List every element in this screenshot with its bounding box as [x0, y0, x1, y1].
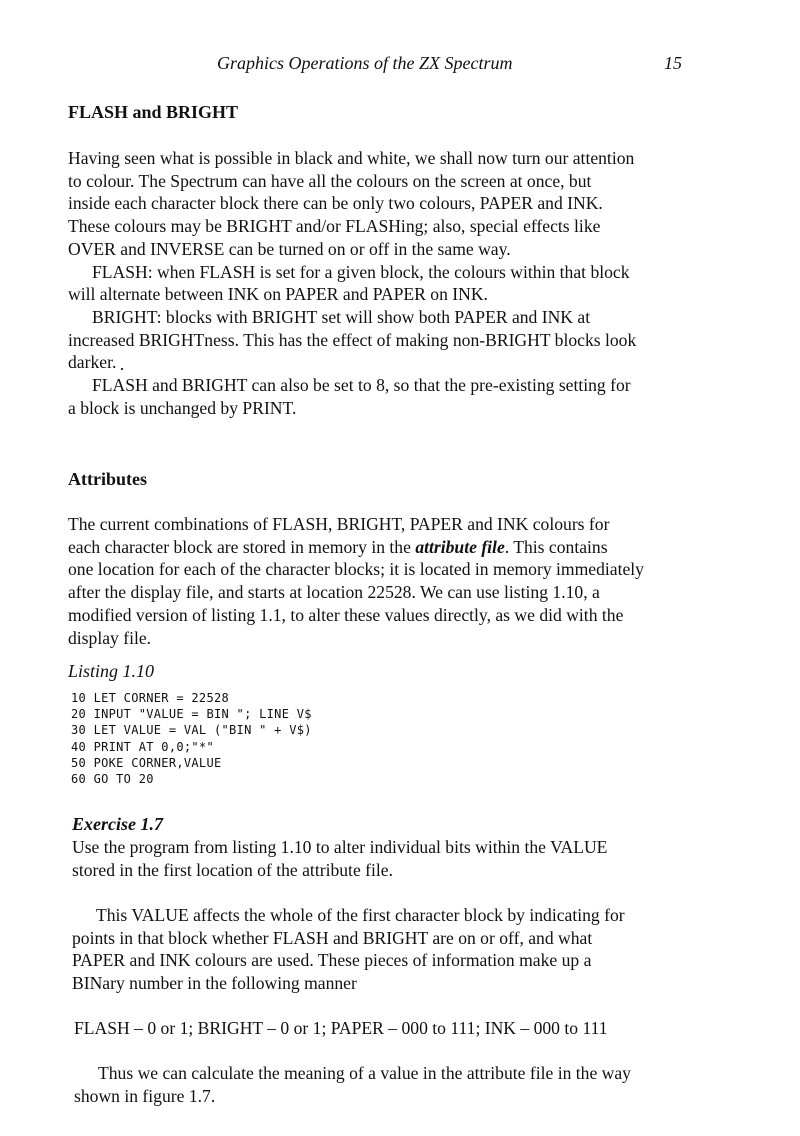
text-line: a block is unchanged by PRINT.	[68, 397, 297, 418]
code-line: 20 INPUT "VALUE = BIN "; LINE V$	[71, 707, 312, 722]
text-line: FLASH and BRIGHT can also be set to 8, so that the pre-existing setting for	[92, 375, 631, 395]
text-span: . This contains	[504, 536, 608, 557]
text-line: display file.	[68, 627, 152, 648]
exercise-label: Exercise 1.7	[72, 814, 163, 834]
code-line: 10 LET CORNER = 22528	[71, 691, 230, 705]
text-line: BINary number in the following manner	[72, 973, 357, 994]
listing-label: Listing 1.10	[68, 661, 155, 681]
text-line: modified version of listing 1.1, to alter these values directly, as we did with the	[68, 604, 624, 625]
text-line: inside each character block there can be only two colours, PAPER and INK.	[68, 193, 603, 214]
text-line: BRIGHT: blocks with BRIGHT set will show both PAPER and INK at	[92, 306, 591, 327]
code-line: 30 LET VALUE = VAL ("BIN " + V$)	[71, 723, 312, 738]
code-line: 60 GO TO 20	[71, 772, 154, 786]
text-span: each character block are stored in memory in the	[68, 536, 416, 557]
text-line: PAPER and INK colours are used. These pieces of information make up a	[72, 950, 592, 971]
code-listing	[71, 690, 471, 800]
text-line: Having seen what is possible in black and white, we shall now turn our attention	[68, 148, 635, 168]
text-line: OVER and INVERSE can be turned on or off in the same way.	[68, 238, 511, 259]
text-line: FLASH: when FLASH is set for a given block, the colours within that block	[92, 261, 630, 282]
text-line: Use the program from listing 1.10 to alter individual bits within the VALUE	[72, 837, 608, 857]
text-line: darker.	[68, 352, 117, 373]
text-line: after the display file, and starts at location 22528. We can use listing 1.10, a	[68, 582, 600, 603]
text-line: This VALUE affects the whole of the first character block by indicating for	[96, 905, 625, 925]
print-speck	[121, 368, 123, 370]
text-line: points in that block whether FLASH and BRIGHT are on or off, and what	[72, 927, 593, 948]
text-line: The current combinations of FLASH, BRIGHT, PAPER and INK colours for	[68, 514, 610, 534]
text-line: shown in figure 1.7.	[74, 1085, 216, 1106]
text-line: will alternate between INK on PAPER and PAPER on INK.	[68, 284, 488, 305]
text-line: to colour. The Spectrum can have all the colours on the screen at once, but	[68, 170, 592, 191]
section-heading-attributes: Attributes	[68, 469, 147, 489]
binary-format-line: FLASH – 0 or 1; BRIGHT – 0 or 1; PAPER – 000 to 111; INK – 000 to 111	[74, 1018, 608, 1038]
text-line: stored in the first location of the attribute file.	[72, 859, 393, 880]
text-line	[68, 536, 608, 559]
text-line: These colours may be BRIGHT and/or FLASHing; also, special effects like	[68, 216, 601, 237]
section-heading-flash-bright: FLASH and BRIGHT	[68, 102, 239, 122]
code-line: 50 POKE CORNER,VALUE	[71, 755, 222, 770]
running-title: Graphics Operations of the ZX Spectrum	[217, 53, 513, 73]
page-number: 15	[664, 53, 682, 73]
text-line: increased BRIGHTness. This has the effect of making non-BRIGHT blocks look	[68, 329, 637, 350]
emphasized-term: attribute file	[415, 536, 505, 557]
text-line: Thus we can calculate the meaning of a value in the attribute file in the way	[98, 1063, 631, 1083]
code-line: 40 PRINT AT 0,0;"*"	[71, 739, 214, 754]
text-line: one location for each of the character blocks; it is located in memory immediately	[68, 559, 644, 580]
